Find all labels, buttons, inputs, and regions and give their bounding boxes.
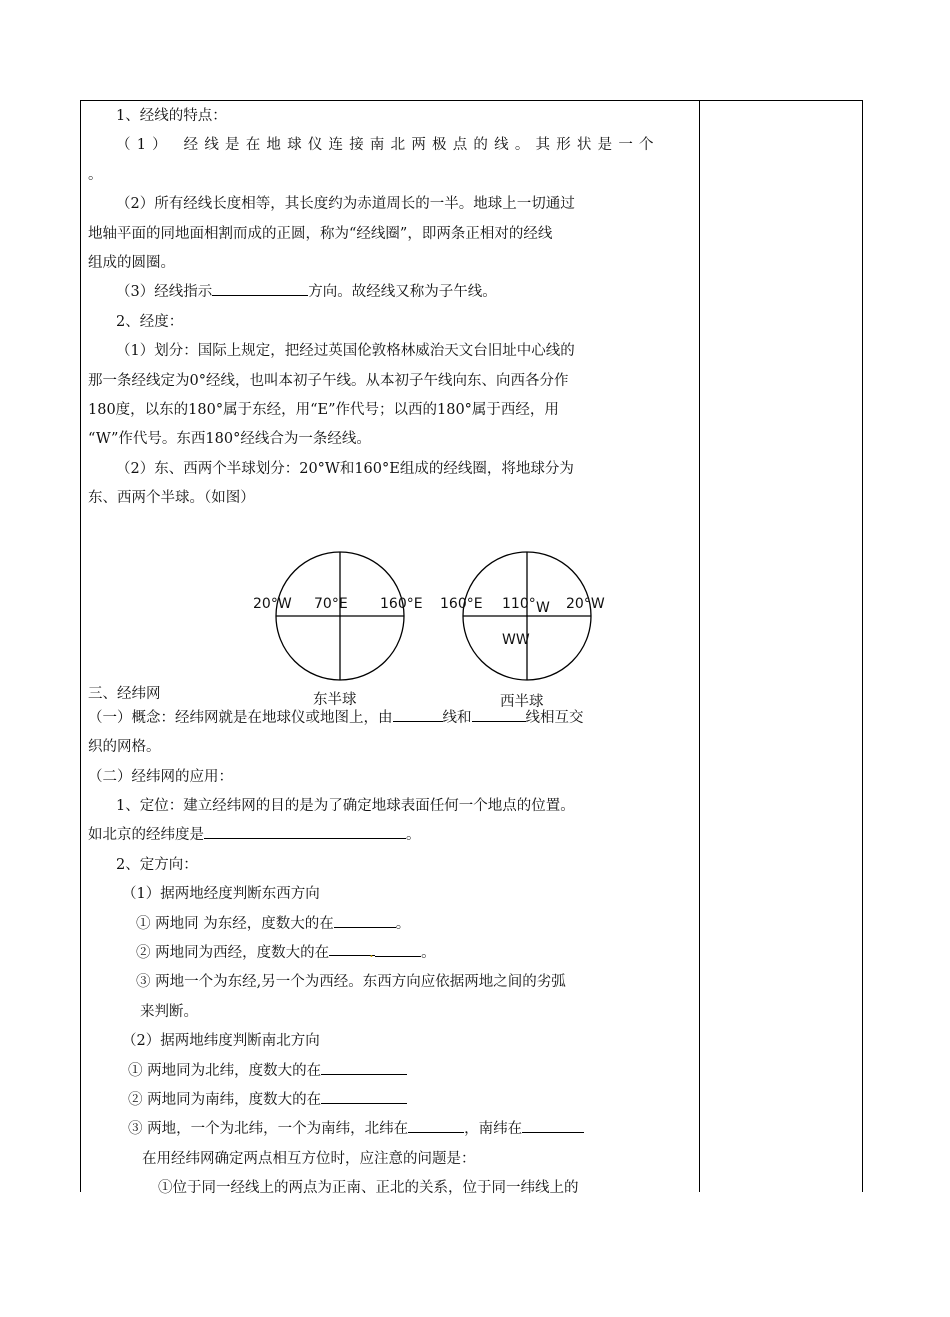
- north-blank: [408, 1116, 464, 1133]
- south-blank: [522, 1116, 584, 1133]
- east-label-center: 70°E: [314, 595, 348, 612]
- longitude-heading: 2、经度：: [116, 313, 184, 330]
- meridian-feature-2: （2）所有经线长度相等，其长度约为赤道周长的一半。地球上一切通过: [116, 196, 575, 213]
- west-hemisphere-caption: 西半球: [500, 693, 544, 710]
- ns1-blank: [321, 1058, 407, 1075]
- ew-heading: （1）据两地经度判断东西方向: [122, 886, 320, 903]
- ns-rule-1: ① 两地同为北纬，度数大的在: [88, 1057, 692, 1086]
- ns-rule-2: ② 两地同为南纬，度数大的在: [88, 1086, 692, 1115]
- longitude-division-line3: 180度，以东的180°属于东经，用“E”作代号；以西的180°属于西经，用: [88, 402, 559, 419]
- west-label-left: 160°E: [440, 595, 483, 612]
- hemisphere-division: （2）东、西两个半球划分：20°W和160°E组成的经线圈，将地球分为: [116, 460, 574, 477]
- ew-rule-3: ③ 两地一个为东经,另一个为西经。东西方向应依据两地之间的劣弧: [136, 974, 566, 991]
- ew1-blank: [334, 911, 396, 928]
- ns-rule-3: ③ 两地，一个为北纬，一个为南纬，北纬在 ，南纬在: [88, 1115, 692, 1144]
- east-hemisphere-caption: 东半球: [313, 691, 357, 708]
- meridian-feature-2-line3: 组成的圆圈。: [88, 255, 175, 272]
- meridian-feature-1-end: 。: [88, 166, 103, 183]
- east-label-left: 20°W: [253, 595, 292, 612]
- west-label-center: 110°: [502, 595, 536, 612]
- west-label-below: WW: [502, 631, 530, 648]
- hemisphere-diagram: [88, 514, 692, 710]
- meridian-feature-2-line2: 地轴平面的同地面相割而成的正圆，称为“经线圈”，即两条正相对的经线: [88, 225, 553, 242]
- direction-blank: [212, 279, 308, 296]
- graticule-apps-heading: （二）经纬网的应用：: [88, 768, 233, 785]
- longitude-division-line2: 那一条经线定为0°经线，也叫本初子午线。从本初子午线向东、向西各分作: [88, 372, 569, 389]
- west-label-center-sub: W: [536, 599, 550, 616]
- ew-rule-1: ① 两地同 为东经，度数大的在 。: [88, 910, 692, 939]
- meridian-heading: 1、经线的特点：: [116, 108, 227, 124]
- graticule-heading: 三、经纬网: [88, 685, 161, 702]
- meridian-feature-3: （3）经线指示 方向。故经线又称为子午线。: [88, 278, 692, 307]
- ew2-blank: .: [329, 939, 375, 956]
- column-divider: [699, 100, 700, 1192]
- longitude-division-line4: “W”作代号。东西180°经线合为一条经线。: [88, 431, 371, 448]
- graticule-concept: （一）概念：经纬网就是在地球仪或地图上，由 线和 线相互交: [88, 704, 692, 733]
- graticule-note-1: ①位于同一经线上的两点为正南、正北的关系，位于同一纬线上的: [158, 1180, 579, 1197]
- worksheet-content: [88, 102, 692, 1204]
- ew-rule-2: ② 两地同为西经，度数大的在 . 。: [88, 939, 692, 968]
- hemisphere-division-line2: 东、西两个半球。（如图）: [88, 490, 255, 507]
- direction-heading: 2、定方向：: [116, 856, 198, 873]
- locate-line2: 如北京的经纬度是 。: [88, 821, 692, 850]
- ew-rule-3-line2: 来判断。: [140, 1003, 198, 1020]
- ns2-blank: [321, 1087, 407, 1104]
- west-label-right: 20°W: [566, 595, 605, 612]
- ew2-blank-2: [375, 940, 421, 957]
- meridian-feature-1: （1） 经线是在地球仪连接南北两极点的线。其形状是一个: [116, 137, 660, 154]
- beijing-coords-blank: [204, 822, 406, 839]
- graticule-concept-line2: 织的网格。: [88, 739, 161, 756]
- graticule-note: 在用经纬网确定两点相互方位时，应注意的问题是：: [142, 1150, 476, 1167]
- ns-heading: （2）据两地纬度判断南北方向: [122, 1033, 320, 1050]
- east-label-right: 160°E: [380, 595, 423, 612]
- locate-line1: 1、定位：建立经纬网的目的是为了确定地球表面任何一个地点的位置。: [116, 797, 575, 814]
- parallel-blank: [393, 705, 443, 722]
- longitude-division: （1）划分：国际上规定，把经过英国伦敦格林威治天文台旧址中心线的: [116, 343, 575, 360]
